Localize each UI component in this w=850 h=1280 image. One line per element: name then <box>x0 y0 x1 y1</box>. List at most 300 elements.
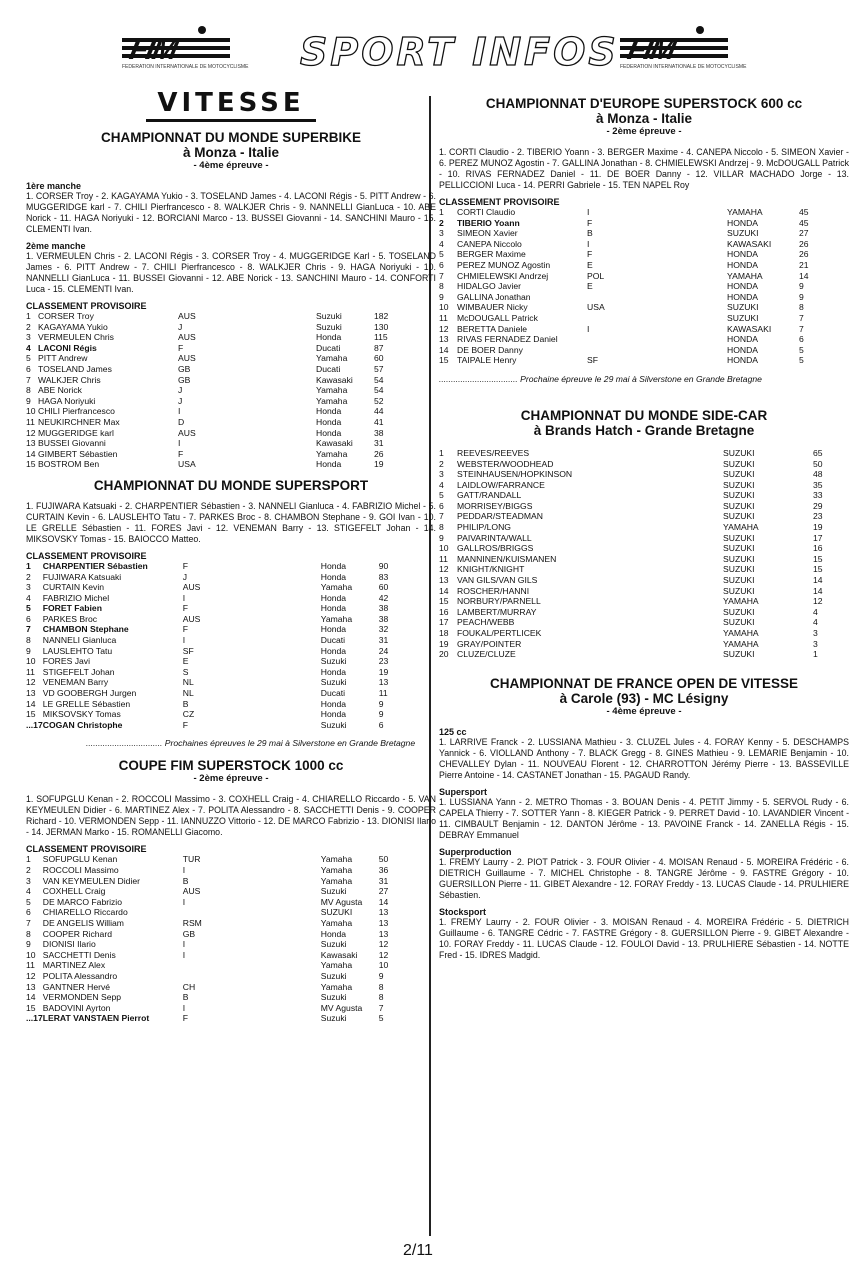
table-cell: SACCHETTI Denis <box>42 949 116 960</box>
table-cell: 9 <box>26 395 31 406</box>
table-cell: 11 <box>439 312 448 323</box>
fim-logo-right <box>620 24 747 70</box>
table-row <box>439 228 813 239</box>
table-cell: 9 <box>439 291 444 302</box>
table-cell: 14 <box>813 585 823 596</box>
table-row <box>439 459 833 470</box>
table-row <box>26 635 399 646</box>
table-row <box>439 511 833 522</box>
table-cell: 3 <box>439 228 444 239</box>
table-cell: USA <box>178 459 196 470</box>
table-cell: 4 <box>26 592 31 603</box>
table-row <box>26 396 394 407</box>
table-cell: 38 <box>378 603 389 614</box>
table-cell: RSM <box>182 917 202 928</box>
table-cell: 26 <box>799 249 809 260</box>
table-cell: AUS <box>178 427 196 438</box>
table-cell: GIMBERT Sébastien <box>38 448 118 459</box>
table-cell: 7 <box>439 511 444 522</box>
table-cell: Suzuki <box>316 311 342 321</box>
table-cell: 12 <box>378 939 389 950</box>
table-cell: 54 <box>374 385 384 396</box>
table-row <box>439 469 833 480</box>
table-cell: YAMAHA <box>723 596 759 607</box>
table-cell: KAWASAKI <box>727 323 772 334</box>
table-cell: POL <box>587 270 605 281</box>
table-cell: 16 <box>813 543 823 554</box>
table-cell: 18 <box>439 628 449 638</box>
table-cell: YAMAHA <box>727 270 763 281</box>
table-cell: 10 <box>26 656 36 667</box>
table-cell: SUZUKI <box>723 447 755 458</box>
table-cell: 19 <box>813 522 823 533</box>
table-cell: SF <box>182 645 194 656</box>
table-cell: SUZUKI <box>723 490 755 501</box>
table-row <box>26 854 399 865</box>
stk1000-standings-label: CLASSEMENT PROVISOIRE <box>26 844 147 855</box>
table-cell: 7 <box>799 312 804 323</box>
table-cell: Kawasaki <box>320 949 358 960</box>
france-stocksport-results: 1. FREMY Laurry - 2. FOUR Olivier - 3. MOISAN Renaud - 4. MOREIRA Frédéric - 5. DIETRICH Guillaume - 6. TANGRE Cédric - 7. FASTRE Grégory - 8. GUERSILLON Pierre - 9. GIBET Alexandre - 10. FORAY Freddy - 11. LUCAS Claude - 12. FOULOI David - 13. PRULHIERE Sébastien - 14. NOTTE Fred - 15. IDRES Madgid. <box>439 916 849 960</box>
table-row <box>26 385 394 396</box>
table-cell: 14 <box>799 270 809 281</box>
table-cell: 13 <box>439 575 449 586</box>
table-cell: I <box>182 592 186 603</box>
table-cell: LERAT VANSTAEN Pierrot <box>42 1013 150 1024</box>
table-cell: B <box>182 992 189 1003</box>
sbk-location: à Monza - Italie <box>182 145 280 160</box>
table-row <box>439 239 813 250</box>
table-cell: COGAN Christophe <box>42 719 123 730</box>
table-row <box>26 982 399 993</box>
table-cell: E <box>182 656 189 667</box>
table-cell: 13 <box>439 334 449 345</box>
table-cell: Yamaha <box>320 960 353 971</box>
table-cell: GB <box>182 928 196 939</box>
table-cell: 4 <box>26 342 31 353</box>
table-row <box>439 543 833 554</box>
table-cell: SUZUKI <box>723 532 755 543</box>
table-row <box>439 617 833 628</box>
table-cell: SUZUKI <box>727 312 759 323</box>
table-cell: 15 <box>813 553 823 564</box>
table-cell: NORBURY/PARNELL <box>457 596 541 607</box>
table-cell: ABE Norick <box>38 385 82 396</box>
table-row <box>26 561 399 572</box>
table-cell: 3 <box>813 638 818 649</box>
stk1000-round: - 2ème épreuve - <box>193 773 269 785</box>
table-cell: 17 <box>813 532 823 543</box>
table-row <box>26 886 399 897</box>
table-row <box>439 533 833 544</box>
table-cell: FORET Fabien <box>42 603 102 614</box>
ssp-race-results: 1. FUJIWARA Katsuaki - 2. CHARPENTIER Sébastien - 3. NANNELI Gianluca - 4. FABRIZIO Michel - 5. CURTAIN Kevin - 6. LAUSLEHTO Tatu - 7. PARKES Broc - 8. CHAMBON Stephane - 9. GOI Ivan - 10. LE GRELLE Sébastien - 11. FORES Javi - 12. VENEMAN Barry - 13. STIGEFELT Johan - 14. MIKSOVSKY Tomas - 15. BAIOCCO Matteo. <box>26 500 436 544</box>
table-cell: CHARPENTIER Sébastien <box>42 560 148 571</box>
table-cell: 2 <box>26 865 31 875</box>
table-cell: WEBSTER/WOODHEAD <box>457 458 554 469</box>
table-cell: SUZUKI <box>320 907 353 918</box>
table-cell: 2 <box>26 571 31 582</box>
table-cell: B <box>182 698 189 709</box>
table-cell: 9 <box>26 645 31 656</box>
sidecar-location: à Brands Hatch - Grande Bretagne <box>533 422 755 438</box>
table-cell: YAMAHA <box>727 207 763 217</box>
table-cell: BUSSEI Giovanni <box>38 438 106 449</box>
ssp-title: CHAMPIONNAT DU MONDE SUPERSPORT <box>93 477 369 493</box>
table-cell: HONDA <box>727 249 759 260</box>
table-cell: Kawasaki <box>316 438 353 449</box>
table-row <box>26 406 394 417</box>
table-cell: PARKES Broc <box>42 613 98 624</box>
table-cell: Yamaha <box>320 854 353 865</box>
sbk-standings-table <box>26 311 394 470</box>
table-cell: 60 <box>378 582 389 593</box>
table-cell: SUZUKI <box>723 511 755 522</box>
table-cell: Ducati <box>320 635 346 646</box>
table-cell <box>183 971 321 982</box>
table-cell: Honda <box>320 709 347 720</box>
table-cell: 7 <box>378 1002 384 1013</box>
table-cell: GANTNER Hervé <box>42 981 111 992</box>
table-cell: Honda <box>320 698 347 709</box>
table-row <box>439 207 813 218</box>
table-cell: 20 <box>439 649 449 660</box>
table-cell: HIDALGO Javier <box>457 281 521 292</box>
page-header <box>0 0 850 88</box>
table-cell: 2 <box>439 458 444 469</box>
table-cell: 9 <box>378 698 384 709</box>
table-cell: 19 <box>439 638 449 649</box>
table-cell: 44 <box>374 406 384 417</box>
table-cell: MIKSOVSKY Tomas <box>42 709 121 720</box>
table-cell <box>587 345 727 356</box>
table-row <box>439 281 813 292</box>
table-cell: MARTINEZ Alex <box>42 960 106 971</box>
table-cell: I <box>182 1002 186 1013</box>
table-cell: 23 <box>813 511 823 522</box>
table-cell: 4 <box>439 238 444 249</box>
sbk-round: - 4ème épreuve - <box>193 160 269 171</box>
table-cell: Honda <box>316 406 342 417</box>
table-cell: Honda <box>320 603 347 614</box>
table-cell: LE GRELLE Sébastien <box>42 698 131 709</box>
table-row <box>26 960 399 971</box>
table-cell: ROSCHER/HANNI <box>457 585 530 596</box>
table-cell: NL <box>182 688 194 699</box>
table-cell: 48 <box>813 469 823 480</box>
table-row <box>26 614 399 625</box>
table-row <box>26 375 394 386</box>
table-cell: 5 <box>26 603 31 614</box>
table-cell: 52 <box>374 395 384 406</box>
table-cell: ...17 <box>26 719 43 730</box>
table-cell: AUS <box>182 886 201 897</box>
table-row <box>26 667 399 678</box>
table-cell: PEREZ MUNOZ Agostin <box>457 259 551 270</box>
table-cell: 10 <box>378 960 389 971</box>
table-cell: 8 <box>378 992 384 1003</box>
table-cell: 9 <box>799 291 804 302</box>
table-cell: 60 <box>374 353 384 364</box>
table-cell: 45 <box>799 207 809 217</box>
table-row <box>439 575 833 586</box>
table-cell: F <box>587 217 593 228</box>
table-cell: 13 <box>26 981 36 992</box>
table-cell: Yamaha <box>320 875 353 886</box>
table-cell: F <box>182 624 188 635</box>
table-cell: I <box>182 939 186 950</box>
table-cell: McDOUGALL Patrick <box>457 312 538 323</box>
france-title: CHAMPIONNAT DE FRANCE OPEN DE VITESSE <box>489 675 799 691</box>
table-cell: LAMBERT/MURRAY <box>457 606 537 617</box>
table-cell: MANNINEN/KUISMANEN <box>457 553 557 564</box>
fim-logo-left <box>122 24 249 70</box>
table-cell: 1 <box>813 649 818 660</box>
table-cell: AUS <box>178 353 196 364</box>
table-cell: 8 <box>26 635 31 646</box>
table-row <box>439 607 833 618</box>
table-row <box>26 1003 399 1014</box>
sbk-race2-results: 1. VERMEULEN Chris - 2. LACONI Régis - 3. CORSER Troy - 4. MUGGERIDGE Karl - 5. TOSELAND James - 6. PITT Andrew - 7. CHILI Pierfrancesco - 8. WALKJER Chris - 9. HAGA Noriyuki - 10. NANNELLI GianLuca - 11. BUSSEI Giovanni - 12. ABE Norick - 13. SANCHINI Mauro - 14. CONFORTI Luca - 15. CLEMENTI Ivan. <box>26 251 436 294</box>
france-round: - 4ème épreuve - <box>606 705 682 717</box>
table-cell: I <box>182 865 186 875</box>
table-cell: 9 <box>439 532 444 543</box>
table-cell: 24 <box>378 645 389 656</box>
table-cell: SUZUKI <box>723 458 755 469</box>
table-cell: B <box>587 228 593 239</box>
table-cell: 26 <box>799 238 809 249</box>
table-cell: Honda <box>320 666 347 677</box>
table-cell: 4 <box>26 886 31 897</box>
table-row <box>26 688 399 699</box>
table-cell: 4 <box>813 606 818 617</box>
table-cell: Ducati <box>316 363 341 374</box>
table-cell: YAMAHA <box>723 522 759 533</box>
france-superproduction-results: 1. FREMY Laurry - 2. PIOT Patrick - 3. FOUR Olivier - 4. MOISAN Renaud - 5. MOREIRA Frédéric - 6. DIETRICH Guillaume - 7. MICHEL Christophe - 8. TANGRE Jérôme - 9. FASTRE Grégory - 10. GUERSILLON Pierre - 11. GIBET Alexandre - 12. FORAY Freddy - 13. LUCAS Claude - 14. PRULHIERE Sébastien. <box>439 856 849 900</box>
table-cell: SUZUKI <box>723 553 755 564</box>
stk1000-standings-table <box>26 854 399 1024</box>
table-cell: J <box>178 385 183 396</box>
table-cell: 13 <box>378 677 389 688</box>
page-number: 2/11 <box>403 1242 433 1259</box>
table-cell: COOPER Richard <box>42 928 112 939</box>
table-cell: TUR <box>182 854 201 865</box>
table-row <box>26 720 399 731</box>
table-cell: 11 <box>439 553 448 564</box>
table-cell <box>587 292 727 303</box>
table-cell: 6 <box>26 613 31 624</box>
table-row <box>26 364 394 375</box>
table-cell: 9 <box>26 939 31 950</box>
table-cell: 1 <box>439 207 444 217</box>
table-cell: BERETTA Daniele <box>457 323 528 334</box>
table-cell: WIMBAUER Nicky <box>457 302 528 313</box>
table-cell: J <box>178 321 183 332</box>
table-cell: 15 <box>26 1002 36 1013</box>
table-cell: PEACH/WEBB <box>457 617 515 628</box>
table-cell: NEUKIRCHNER Max <box>38 416 120 427</box>
table-cell: 13 <box>378 928 389 939</box>
table-cell: 38 <box>374 427 384 438</box>
table-cell: 15 <box>26 709 36 720</box>
table-cell: Suzuki <box>320 656 347 667</box>
table-cell: 8 <box>439 522 444 533</box>
table-cell: WALKJER Chris <box>38 374 101 385</box>
table-row <box>439 260 813 271</box>
table-cell: 12 <box>26 970 36 981</box>
table-cell: 32 <box>378 624 389 635</box>
table-cell: 8 <box>378 981 384 992</box>
table-cell: STIGEFELT Johan <box>42 666 115 677</box>
sbk-race2-label: 2ème manche <box>26 241 86 251</box>
table-cell: HONDA <box>727 344 759 355</box>
table-cell: CZ <box>182 709 195 720</box>
table-row <box>439 313 813 324</box>
table-cell: 23 <box>378 656 389 667</box>
table-cell: 17 <box>439 617 449 628</box>
table-row <box>26 699 399 710</box>
table-cell: 5 <box>799 344 804 355</box>
table-cell: AUS <box>182 613 201 624</box>
table-cell: BOSTROM Ben <box>38 459 100 470</box>
table-cell: 115 <box>374 332 388 343</box>
stk600-standings-label: CLASSEMENT PROVISOIRE <box>439 197 560 207</box>
table-cell: LAUSLEHTO Tatu <box>42 645 113 656</box>
table-cell: Suzuki <box>320 939 347 950</box>
table-cell: 14 <box>26 448 36 459</box>
table-cell: 15 <box>26 459 36 470</box>
france-125-label: 125 cc <box>439 726 467 737</box>
table-cell: NANNELI Gianluca <box>42 635 117 646</box>
table-cell: 35 <box>813 479 823 490</box>
table-cell: 12 <box>26 677 36 688</box>
table-cell: 8 <box>26 385 31 396</box>
table-row <box>439 596 833 607</box>
table-cell: YAMAHA <box>723 638 759 649</box>
table-cell: 8 <box>439 281 444 292</box>
table-cell: 45 <box>799 217 809 228</box>
table-row <box>26 449 394 460</box>
table-cell: Honda <box>320 928 347 939</box>
table-cell: ROCCOLI Massimo <box>42 865 119 875</box>
table-cell: CURTAIN Kevin <box>42 582 105 593</box>
table-cell: 54 <box>374 374 384 385</box>
table-cell: 5 <box>799 355 804 366</box>
table-cell: 9 <box>378 709 384 720</box>
table-row <box>439 271 813 282</box>
table-cell: J <box>178 395 183 406</box>
table-row <box>26 582 399 593</box>
table-cell: SUZUKI <box>727 228 759 239</box>
table-cell: Honda <box>316 416 342 427</box>
table-cell: Yamaha <box>320 582 353 593</box>
table-cell: 5 <box>378 1013 384 1024</box>
table-cell: 14 <box>26 992 36 1003</box>
table-cell: 4 <box>813 617 818 628</box>
table-cell: SIMEON Xavier <box>457 228 518 239</box>
table-row <box>439 448 833 459</box>
table-cell: GB <box>178 374 191 385</box>
table-cell: 1 <box>26 311 31 321</box>
table-cell: 33 <box>813 490 823 501</box>
stk1000-race-results: 1. SOFUPGLU Kenan - 2. ROCCOLI Massimo - 3. COXHELL Craig - 4. CHIARELLO Riccardo - 5. VAN KEYMEULEN Didier - 6. MARTINEZ Alex - 7. POLITA Alessandro - 8. SACCHETTI Denis - 9. COOPER Richard - 10. VERMONDEN Sepp - 11. IANNUZZO Vittorio - 12. DE MARCO Fabrizio - 13. DIONISI Ilario - 14. JERMAN Marko - 15. ROMANELLI Giacomo. <box>26 794 436 838</box>
sbk-race1-label: 1ère manche <box>26 181 82 191</box>
table-cell: COXHELL Craig <box>42 886 106 897</box>
table-cell: MORRISEY/BIGGS <box>457 500 533 511</box>
table-row <box>439 554 833 565</box>
table-cell: 15 <box>813 564 823 575</box>
table-cell: VAN KEYMEULEN Didier <box>42 875 140 886</box>
table-cell: 10 <box>439 302 449 313</box>
table-row <box>26 343 394 354</box>
table-cell: VD GOOBERGH Jurgen <box>42 688 137 699</box>
table-cell: FOUKAL/PERTLICEK <box>457 628 542 638</box>
table-row <box>439 292 813 303</box>
table-row <box>26 624 399 635</box>
table-cell: 1 <box>26 560 31 571</box>
table-cell: 1 <box>26 854 31 865</box>
table-cell: 50 <box>813 458 823 469</box>
table-cell: USA <box>587 302 605 313</box>
table-cell: Honda <box>320 624 347 635</box>
table-cell: LAIDLOW/FARRANCE <box>457 479 545 490</box>
table-cell: DE BOER Danny <box>457 344 523 355</box>
table-row <box>26 428 394 439</box>
table-cell: CHAMBON Stephane <box>42 624 129 635</box>
table-cell <box>587 313 727 324</box>
table-cell: Honda <box>316 332 342 343</box>
table-row <box>26 572 399 583</box>
table-cell: Honda <box>316 459 342 470</box>
table-cell: 5 <box>26 353 31 364</box>
table-cell: 13 <box>378 907 389 918</box>
table-row <box>26 417 394 428</box>
table-cell: Honda <box>316 427 342 438</box>
table-cell: AUS <box>182 582 201 593</box>
table-cell: 3 <box>26 875 31 886</box>
sbk-title: CHAMPIONNAT DU MONDE SUPERBIKE <box>100 130 361 145</box>
table-row <box>439 249 813 260</box>
table-cell: 8 <box>799 302 804 313</box>
left-column <box>26 88 436 1024</box>
table-row <box>439 586 833 597</box>
table-cell: 182 <box>374 311 389 321</box>
stk600-round: - 2ème épreuve - <box>606 126 682 137</box>
table-cell: 12 <box>26 427 36 438</box>
table-cell: HONDA <box>727 281 759 292</box>
table-cell: YAMAHA <box>723 628 759 638</box>
table-cell: Yamaha <box>316 448 348 459</box>
table-cell: 57 <box>374 363 384 374</box>
logo-text: FIM <box>624 33 678 66</box>
table-cell: 8 <box>26 928 31 939</box>
table-row <box>439 522 833 533</box>
table-cell: 14 <box>439 344 449 355</box>
table-cell: Suzuki <box>320 992 347 1003</box>
table-cell: SUZUKI <box>723 617 755 628</box>
table-row <box>26 332 394 343</box>
table-cell: SUZUKI <box>723 479 755 490</box>
table-cell: CHIARELLO Riccardo <box>42 907 128 918</box>
table-cell: Suzuki <box>320 677 347 688</box>
table-cell: PEDDAR/STEADMAN <box>457 511 543 522</box>
table-cell: F <box>182 560 188 571</box>
table-cell: 15 <box>439 596 449 607</box>
table-cell: 27 <box>799 228 809 239</box>
table-cell: AUS <box>178 311 196 321</box>
table-cell: 29 <box>813 500 823 511</box>
table-cell: Honda <box>320 560 347 571</box>
